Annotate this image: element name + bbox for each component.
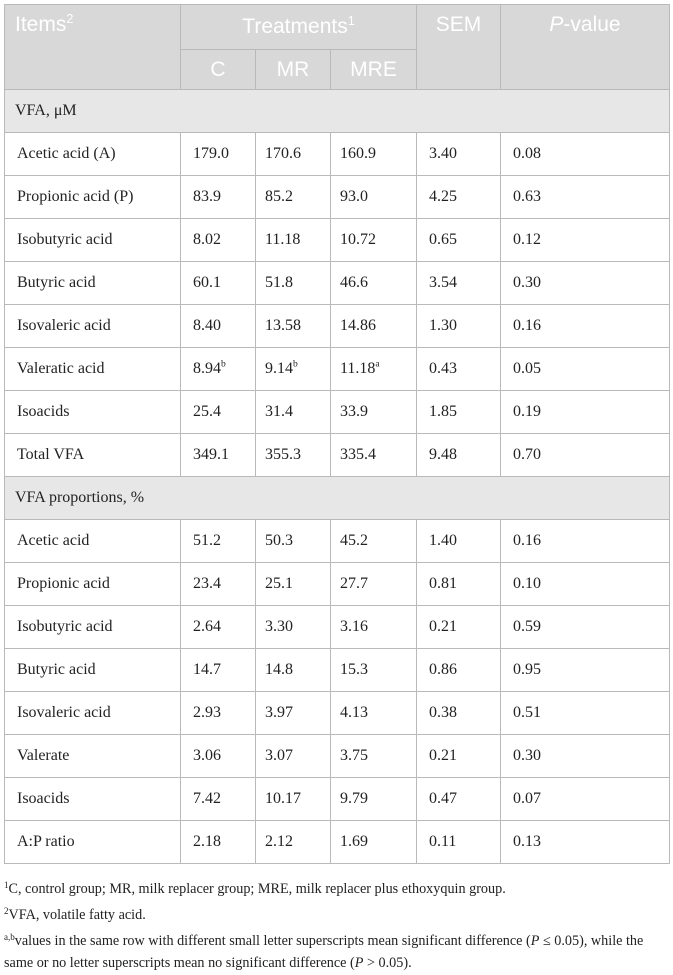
cell-value: 7.42 — [193, 790, 221, 807]
cell-p — [501, 262, 670, 305]
row-item-label: Isobutyric acid — [5, 606, 181, 649]
row-item-label: Propionic acid — [5, 563, 181, 606]
cell-value: 25.1 — [265, 575, 293, 592]
cell-value: 50.3 — [265, 532, 293, 549]
cell-sem — [417, 563, 501, 606]
header-pvalue — [501, 5, 670, 90]
cell-sem — [417, 606, 501, 649]
cell-c — [181, 219, 256, 262]
cell-value: 0.19 — [513, 403, 541, 420]
table-row — [5, 606, 670, 649]
cell-value: 0.86 — [429, 661, 457, 678]
cell-value: 13.58 — [265, 317, 301, 334]
cell-value: 4.13 — [340, 704, 368, 721]
table-row — [5, 176, 670, 219]
cell-value: 10.72 — [340, 231, 376, 248]
cell-mre — [331, 692, 417, 735]
cell-value: 170.6 — [265, 145, 301, 162]
cell-c — [181, 692, 256, 735]
cell-c — [181, 434, 256, 477]
cell-value: 8.94 — [193, 360, 221, 377]
cell-value: 0.12 — [513, 231, 541, 248]
section-title: VFA, μM — [5, 90, 670, 133]
cell-value: 3.30 — [265, 618, 293, 635]
cell-mr — [256, 305, 331, 348]
cell-mre — [331, 262, 417, 305]
table-row — [5, 305, 670, 348]
cell-value: 1.30 — [429, 317, 457, 334]
table-row — [5, 735, 670, 778]
cell-sem — [417, 778, 501, 821]
cell-value: 14.86 — [340, 317, 376, 334]
cell-p — [501, 692, 670, 735]
cell-value: 0.10 — [513, 575, 541, 592]
header-pvalue-rest: -value — [563, 13, 621, 36]
cell-p — [501, 735, 670, 778]
header-items — [5, 5, 181, 90]
cell-value: 349.1 — [193, 446, 229, 463]
footnotes — [4, 874, 669, 974]
footnote-2 — [4, 900, 669, 926]
cell-mr — [256, 176, 331, 219]
cell-c — [181, 735, 256, 778]
cell-mr — [256, 692, 331, 735]
cell-mre — [331, 391, 417, 434]
cell-sem — [417, 219, 501, 262]
cell-c — [181, 348, 256, 391]
cell-value: 0.13 — [513, 833, 541, 850]
cell-mre — [331, 778, 417, 821]
cell-p — [501, 434, 670, 477]
cell-value: 2.12 — [265, 833, 293, 850]
cell-value: 31.4 — [265, 403, 293, 420]
cell-value: 45.2 — [340, 532, 368, 549]
cell-value: 0.08 — [513, 145, 541, 162]
cell-value: 8.02 — [193, 231, 221, 248]
header-items-label: Items — [15, 13, 67, 36]
cell-mr — [256, 649, 331, 692]
cell-sem — [417, 692, 501, 735]
header-c: C — [181, 50, 256, 90]
cell-value: 10.17 — [265, 790, 301, 807]
section-title: VFA proportions, % — [5, 477, 670, 520]
cell-value: 51.8 — [265, 274, 293, 291]
cell-mr — [256, 219, 331, 262]
cell-value: 2.18 — [193, 833, 221, 850]
cell-value: 0.11 — [429, 833, 457, 850]
row-item-label: Isobutyric acid — [5, 219, 181, 262]
cell-value: 0.43 — [429, 360, 457, 377]
cell-value: 0.47 — [429, 790, 457, 807]
header-pvalue-italic: P — [549, 13, 564, 36]
cell-mre — [331, 176, 417, 219]
row-item-label: Valeratic acid — [5, 348, 181, 391]
cell-mr — [256, 606, 331, 649]
header-treatments — [181, 5, 417, 50]
cell-value: 83.9 — [193, 188, 221, 205]
cell-mr — [256, 434, 331, 477]
cell-sem — [417, 133, 501, 176]
cell-value: 0.38 — [429, 704, 457, 721]
cell-sem — [417, 821, 501, 864]
header-treatments-label: Treatments — [242, 15, 348, 38]
table-row — [5, 133, 670, 176]
cell-value: 14.8 — [265, 661, 293, 678]
row-item-label: Butyric acid — [5, 262, 181, 305]
cell-value: 4.25 — [429, 188, 457, 205]
cell-p — [501, 133, 670, 176]
cell-sem — [417, 434, 501, 477]
footnote-3-text-c: > 0.05). — [363, 955, 412, 971]
cell-value: 3.06 — [193, 747, 221, 764]
table-row — [5, 348, 670, 391]
cell-value: 0.59 — [513, 618, 541, 635]
cell-sem — [417, 348, 501, 391]
cell-mr — [256, 348, 331, 391]
table-body — [5, 90, 670, 864]
cell-mre — [331, 821, 417, 864]
footnote-2-text: VFA, volatile fatty acid. — [8, 907, 146, 923]
significance-superscript: a — [375, 358, 380, 370]
footnote-3-p1: P — [530, 933, 540, 949]
cell-value: 51.2 — [193, 532, 221, 549]
table-row — [5, 262, 670, 305]
cell-value: 25.4 — [193, 403, 221, 420]
cell-value: 0.30 — [513, 274, 541, 291]
cell-value: 355.3 — [265, 446, 301, 463]
row-item-label: Isovaleric acid — [5, 692, 181, 735]
cell-value: 0.30 — [513, 747, 541, 764]
cell-c — [181, 606, 256, 649]
cell-value: 11.18 — [265, 231, 301, 248]
significance-superscript: b — [293, 358, 298, 370]
footnote-2-sup: 2 — [4, 906, 9, 916]
cell-mr — [256, 821, 331, 864]
cell-c — [181, 563, 256, 606]
cell-p — [501, 821, 670, 864]
cell-p — [501, 649, 670, 692]
cell-p — [501, 606, 670, 649]
cell-value: 85.2 — [265, 188, 293, 205]
footnote-3-text-b: ≤ 0.05), while the same or no letter superscripts mean no significant difference ( — [4, 933, 644, 971]
cell-value: 9.14 — [265, 360, 293, 377]
cell-c — [181, 133, 256, 176]
table-row — [5, 434, 670, 477]
cell-mre — [331, 305, 417, 348]
footnote-1-text: C, control group; MR, milk replacer group; MRE, milk replacer plus ethoxyquin group. — [8, 881, 506, 897]
header-sem: SEM — [417, 5, 501, 90]
cell-value: 3.75 — [340, 747, 368, 764]
cell-c — [181, 778, 256, 821]
cell-c — [181, 821, 256, 864]
cell-value: 46.6 — [340, 274, 368, 291]
cell-value: 23.4 — [193, 575, 221, 592]
cell-sem — [417, 735, 501, 778]
cell-value: 0.81 — [429, 575, 457, 592]
cell-value: 335.4 — [340, 446, 376, 463]
data-table-container — [4, 4, 669, 864]
row-item-label: A:P ratio — [5, 821, 181, 864]
cell-value: 1.69 — [340, 833, 368, 850]
cell-value: 0.16 — [513, 317, 541, 334]
row-item-label: Valerate — [5, 735, 181, 778]
cell-value: 160.9 — [340, 145, 376, 162]
section-row — [5, 477, 670, 520]
row-item-label: Acetic acid — [5, 520, 181, 563]
row-item-label: Propionic acid (P) — [5, 176, 181, 219]
row-item-label: Isoacids — [5, 778, 181, 821]
cell-p — [501, 348, 670, 391]
header-mr: MR — [256, 50, 331, 90]
row-item-label: Isoacids — [5, 391, 181, 434]
cell-value: 0.51 — [513, 704, 541, 721]
table-row — [5, 563, 670, 606]
cell-value: 0.21 — [429, 618, 457, 635]
row-item-label: Butyric acid — [5, 649, 181, 692]
cell-value: 14.7 — [193, 661, 221, 678]
footnote-3-text-a: values in the same row with different small letter superscripts mean significant difference ( — [14, 933, 531, 949]
row-item-label: Total VFA — [5, 434, 181, 477]
cell-p — [501, 176, 670, 219]
cell-sem — [417, 305, 501, 348]
footnote-1-sup: 1 — [4, 880, 9, 890]
row-item-label: Acetic acid (A) — [5, 133, 181, 176]
cell-p — [501, 391, 670, 434]
cell-value: 3.54 — [429, 274, 457, 291]
vfa-table — [4, 4, 670, 864]
cell-c — [181, 176, 256, 219]
cell-mre — [331, 133, 417, 176]
footnote-3-sup: a,b — [4, 932, 15, 942]
cell-mre — [331, 735, 417, 778]
header-items-sup: 2 — [66, 12, 74, 26]
cell-c — [181, 305, 256, 348]
table-row — [5, 219, 670, 262]
cell-mr — [256, 735, 331, 778]
cell-mre — [331, 219, 417, 262]
cell-value: 3.16 — [340, 618, 368, 635]
cell-sem — [417, 391, 501, 434]
cell-sem — [417, 176, 501, 219]
cell-value: 0.65 — [429, 231, 457, 248]
cell-value: 8.40 — [193, 317, 221, 334]
cell-c — [181, 520, 256, 563]
table-row — [5, 391, 670, 434]
cell-mr — [256, 563, 331, 606]
cell-mr — [256, 133, 331, 176]
cell-mre — [331, 649, 417, 692]
cell-value: 33.9 — [340, 403, 368, 420]
table-row — [5, 778, 670, 821]
cell-value: 27.7 — [340, 575, 368, 592]
cell-c — [181, 649, 256, 692]
cell-mr — [256, 778, 331, 821]
header-treatments-sup: 1 — [347, 14, 355, 28]
cell-c — [181, 391, 256, 434]
cell-value: 0.70 — [513, 446, 541, 463]
table-row — [5, 520, 670, 563]
section-row — [5, 90, 670, 133]
cell-value: 3.40 — [429, 145, 457, 162]
cell-value: 3.97 — [265, 704, 293, 721]
header-mre: MRE — [331, 50, 417, 90]
table-row — [5, 692, 670, 735]
significance-superscript: b — [221, 358, 226, 370]
cell-value: 9.79 — [340, 790, 368, 807]
cell-value: 0.95 — [513, 661, 541, 678]
cell-value: 9.48 — [429, 446, 457, 463]
cell-value: 60.1 — [193, 274, 221, 291]
cell-value: 2.64 — [193, 618, 221, 635]
cell-mr — [256, 520, 331, 563]
cell-sem — [417, 649, 501, 692]
cell-value: 2.93 — [193, 704, 221, 721]
cell-mre — [331, 348, 417, 391]
table-header — [5, 5, 670, 90]
cell-value: 93.0 — [340, 188, 368, 205]
cell-value: 11.18 — [340, 360, 376, 377]
cell-sem — [417, 262, 501, 305]
cell-value: 3.07 — [265, 747, 293, 764]
cell-value: 1.85 — [429, 403, 457, 420]
footnote-1 — [4, 874, 669, 900]
cell-mr — [256, 391, 331, 434]
cell-p — [501, 219, 670, 262]
table-row — [5, 649, 670, 692]
cell-value: 179.0 — [193, 145, 229, 162]
cell-mre — [331, 434, 417, 477]
cell-p — [501, 520, 670, 563]
cell-value: 0.16 — [513, 532, 541, 549]
cell-p — [501, 778, 670, 821]
cell-sem — [417, 520, 501, 563]
footnote-3-p2: P — [354, 955, 364, 971]
cell-mre — [331, 520, 417, 563]
cell-value: 0.21 — [429, 747, 457, 764]
table-row — [5, 821, 670, 864]
cell-c — [181, 262, 256, 305]
cell-p — [501, 563, 670, 606]
footnote-3 — [4, 926, 669, 974]
cell-mre — [331, 563, 417, 606]
cell-value: 0.07 — [513, 790, 541, 807]
cell-value: 1.40 — [429, 532, 457, 549]
cell-p — [501, 305, 670, 348]
cell-value: 0.05 — [513, 360, 541, 377]
row-item-label: Isovaleric acid — [5, 305, 181, 348]
cell-mre — [331, 606, 417, 649]
cell-value: 15.3 — [340, 661, 368, 678]
cell-value: 0.63 — [513, 188, 541, 205]
cell-mr — [256, 262, 331, 305]
